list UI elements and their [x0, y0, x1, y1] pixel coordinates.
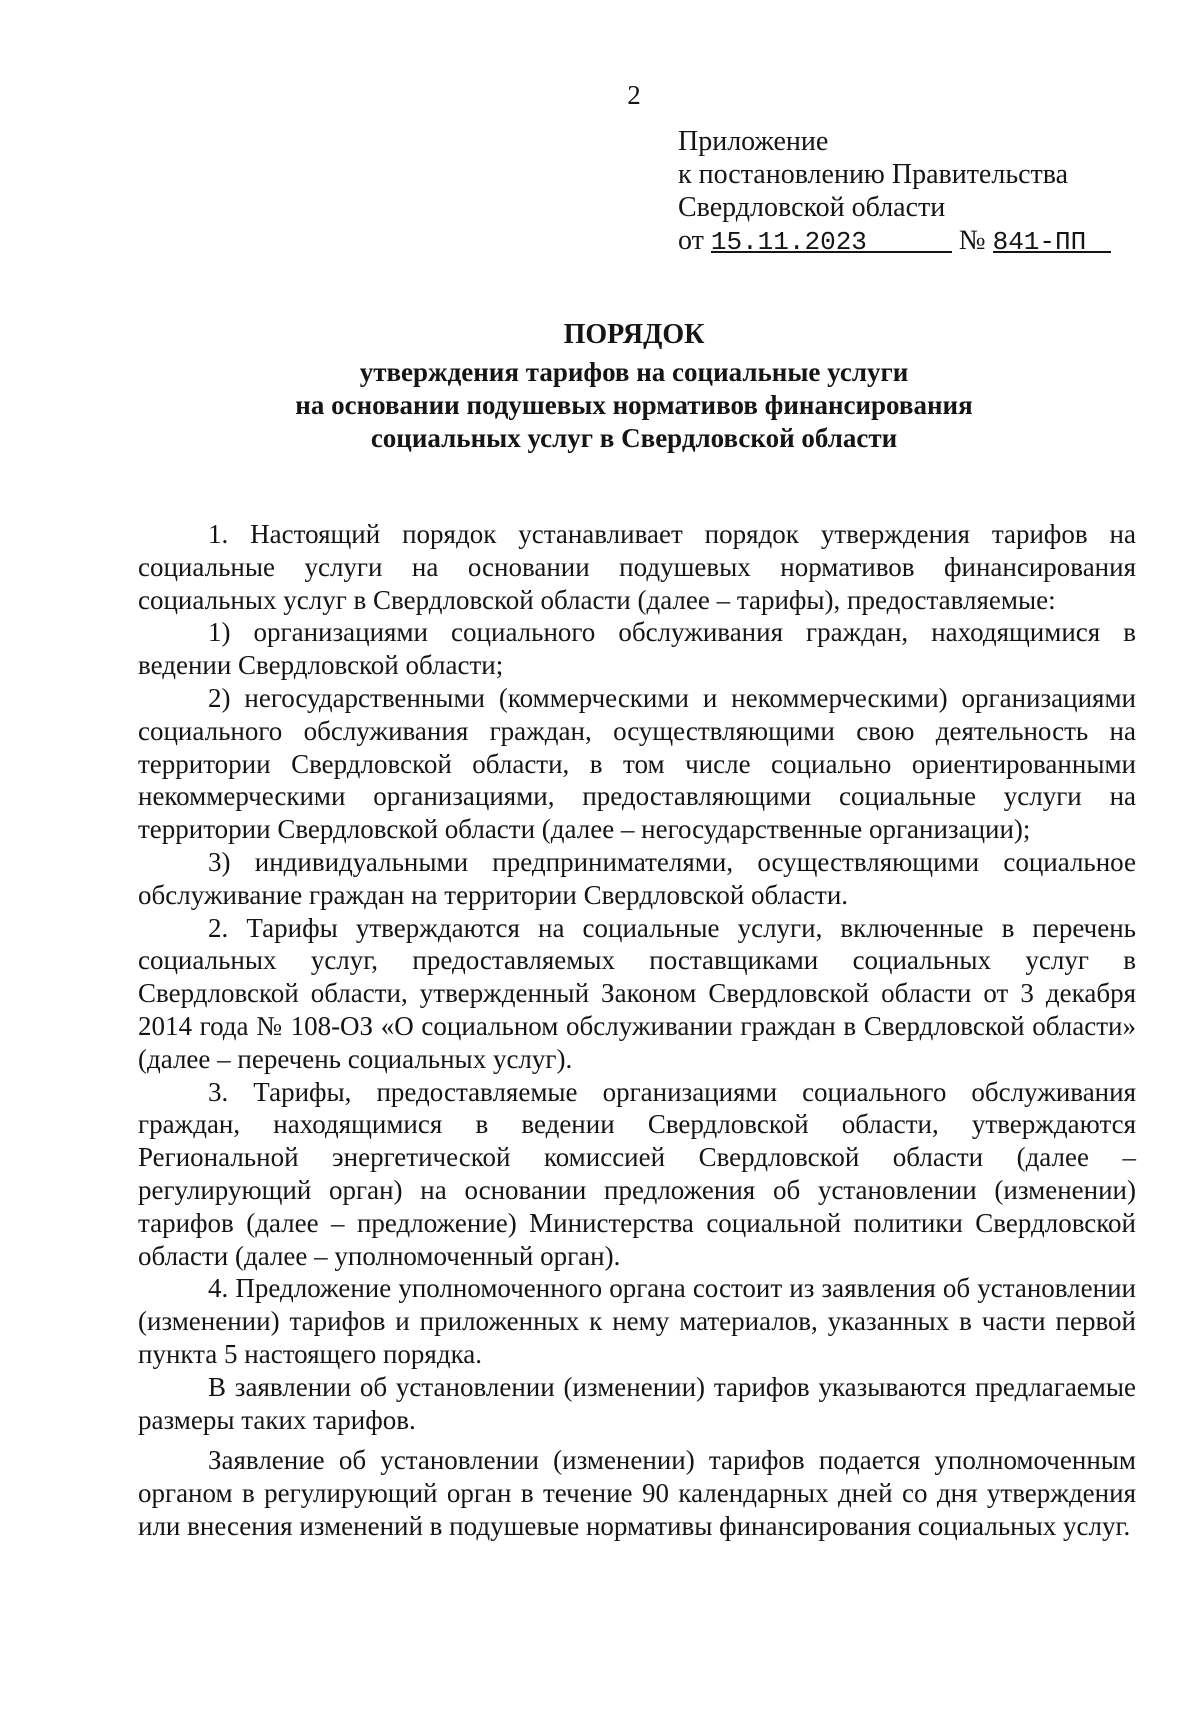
- appendix-block: [678, 125, 1111, 257]
- document-body: [138, 518, 1136, 1543]
- paragraph-4-part-3: Заявление об установлении (изменении) тарифов подается уполномоченным органом в регулирующий орган в течение 90 календарных дней со дня утверждения или внесения изменений в подушевые нормативы финансирования социальных услуг.: [138, 1445, 1136, 1541]
- document-subtitle-line-1: утверждения тарифов на социальные услуги: [359, 357, 909, 387]
- paragraph-3: 3. Тарифы, предоставляемые организациями социального обслуживания граждан, находящимися в ведении Свердловской области, утверждаются Региональной энергетической комиссией Свердловской области (далее – регулирующий орган) на основании предложения об установлении (изменении) тарифов (далее – предложение) Министерства социальной политики Свердловской области (далее – уполномоченный орган).: [138, 1076, 1136, 1271]
- date-value: 15.11.2023: [710, 227, 867, 257]
- date-prefix: от: [678, 225, 704, 256]
- appendix-date-line: [678, 224, 1111, 257]
- date-field: [710, 224, 952, 257]
- number-value: 841-ПП: [992, 227, 1087, 257]
- paragraph-1-item-2: 2) негосударственными (коммерческими и некоммерческими) организациями социального обслуживания граждан, осуществляющими свою деятельность на территории Свердловской области, в том числе социально ориентированными некоммерческими организациями, предоставляющими социальные услуги на территории Свердловской области (далее – негосударственные организации);: [138, 682, 1136, 845]
- document-subtitle-line-2: на основании подушевых нормативов финансирования: [295, 390, 973, 420]
- paragraph-4: 4. Предложение уполномоченного органа состоит из заявления об установлении (изменении) тарифов и приложенных к нему материалов, указанных в части первой пункта 5 настоящего порядка.: [138, 1273, 1136, 1369]
- appendix-line-1: Приложение: [678, 126, 829, 157]
- paragraph-1-item-1: 1) организациями социального обслуживания граждан, находящимися в ведении Свердловской области;: [138, 617, 1136, 681]
- paragraph-1-item-3: 3) индивидуальными предпринимателями, осуществляющими социальное обслуживание граждан на территории Свердловской области.: [138, 846, 1136, 910]
- number-field: [992, 224, 1111, 257]
- page-number: 2: [627, 80, 641, 110]
- number-prefix: №: [958, 225, 986, 256]
- appendix-line-3: Свердловской области: [678, 192, 946, 223]
- document-title: ПОРЯДОК: [563, 319, 705, 350]
- paragraph-1: 1. Настоящий порядок устанавливает порядок утверждения тарифов на социальные услуги на основании подушевых нормативов финансирования социальных услуг в Свердловской области (далее – тарифы), предоставляемые:: [138, 519, 1136, 615]
- paragraph-4-part-2: В заявлении об установлении (изменении) тарифов указываются предлагаемые размеры таких тарифов.: [138, 1371, 1136, 1435]
- document-subtitle-line-3: социальных услуг в Свердловской области: [370, 423, 898, 453]
- appendix-line-2: к постановлению Правительства: [678, 159, 1069, 190]
- paragraph-2: 2. Тарифы утверждаются на социальные услуги, включенные в перечень социальных услуг, предоставляемых поставщиками социальных услуг в Свердловской области, утвержденный Законом Свердловской области от 3 декабря 2014 года № 108-ОЗ «О социальном обслуживании граждан в Свердловской области» (далее – перечень социальных услуг).: [138, 912, 1136, 1074]
